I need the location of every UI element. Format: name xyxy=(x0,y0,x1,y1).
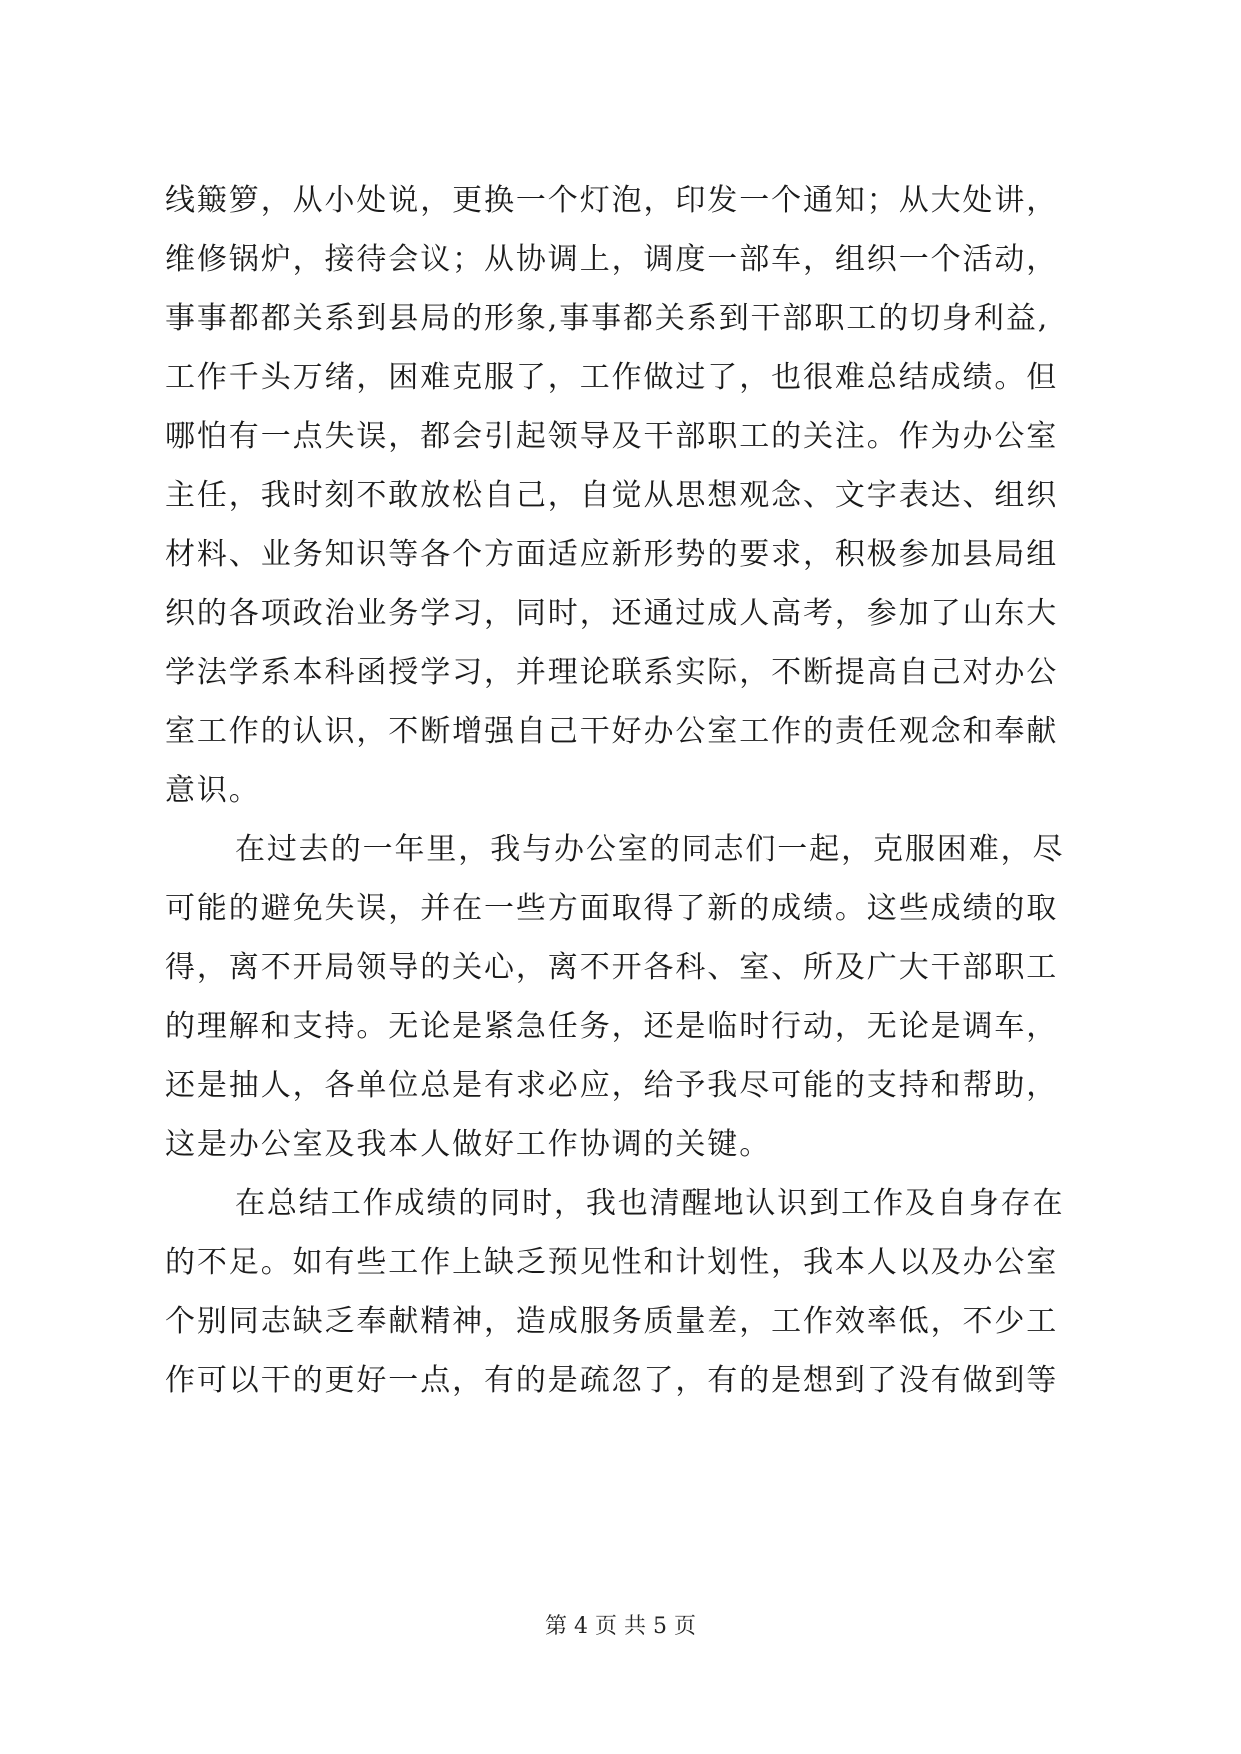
text-line: 事事都都关系到县局的形象,事事都关系到干部职工的切身利益, xyxy=(165,301,1050,336)
text-line: 主任，我时刻不敢放松自己，自觉从思想观念、文字表达、组织 xyxy=(165,478,1059,513)
text-line: 还是抽人，各单位总是有求必应，给予我尽可能的支持和帮助， xyxy=(165,1068,1059,1103)
page-number-label: 第 4 页 共 5 页 xyxy=(545,1614,696,1639)
paragraph-start-line: 在过去的一年里，我与办公室的同志们一起，克服困难，尽 xyxy=(235,832,1065,867)
text-line: 的理解和支持。无论是紧急任务，还是临时行动，无论是调车， xyxy=(165,1009,1059,1044)
text-line: 这是办公室及我本人做好工作协调的关键。 xyxy=(165,1127,772,1162)
text-line: 哪怕有一点失误，都会引起领导及干部职工的关注。作为办公室 xyxy=(165,419,1059,454)
text-line: 作可以干的更好一点，有的是疏忽了，有的是想到了没有做到等 xyxy=(165,1363,1059,1398)
text-line: 个别同志缺乏奉献精神，造成服务质量差，工作效率低，不少工 xyxy=(165,1304,1059,1339)
body-text xyxy=(165,171,1105,1410)
text-line: 线簸箩，从小处说，更换一个灯泡，印发一个通知；从大处讲， xyxy=(165,183,1059,218)
text-line: 学法学系本科函授学习，并理论联系实际，不断提高自己对办公 xyxy=(165,655,1059,690)
page-footer xyxy=(0,1612,1241,1642)
text-line: 织的各项政治业务学习，同时，还通过成人高考，参加了山东大 xyxy=(165,596,1059,631)
text-line: 维修锅炉，接待会议；从协调上，调度一部车，组织一个活动， xyxy=(165,242,1059,277)
text-line: 可能的避免失误，并在一些方面取得了新的成绩。这些成绩的取 xyxy=(165,891,1059,926)
paragraph-start-line: 在总结工作成绩的同时，我也清醒地认识到工作及自身存在 xyxy=(235,1186,1065,1221)
text-line: 意识。 xyxy=(165,773,261,808)
text-line: 得，离不开局领导的关心，离不开各科、室、所及广大干部职工 xyxy=(165,950,1059,985)
text-line: 工作千头万绪，困难克服了，工作做过了，也很难总结成绩。但 xyxy=(165,360,1059,395)
text-line: 室工作的认识，不断增强自己干好办公室工作的责任观念和奉献 xyxy=(165,714,1059,749)
text-line: 材料、业务知识等各个方面适应新形势的要求，积极参加县局组 xyxy=(165,537,1059,572)
text-line: 的不足。如有些工作上缺乏预见性和计划性，我本人以及办公室 xyxy=(165,1245,1059,1280)
